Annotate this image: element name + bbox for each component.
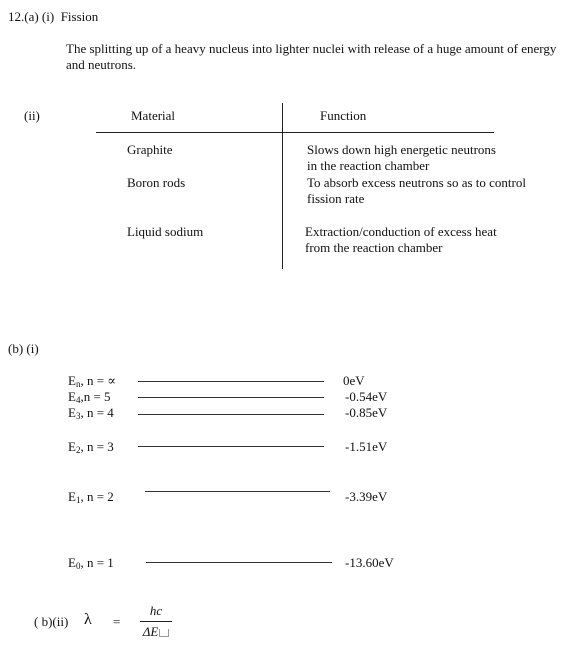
level-label: $E_4,n = 5$	[68, 389, 111, 405]
question-heading	[8, 9, 98, 25]
level-label: $E_n$, n = ∝	[68, 373, 117, 389]
energy-level-line	[138, 381, 324, 382]
level-energy: -13.60eV	[345, 555, 394, 570]
energy-level-line	[138, 446, 324, 447]
level-label: $E_3$, n = 4	[68, 405, 114, 421]
part-bii-label: ( b)(ii)	[34, 614, 69, 629]
table-header-rule	[96, 132, 494, 133]
energy-level-line	[138, 397, 324, 398]
fission-definition: The splitting up of a heavy nucleus into lighter nuclei with release of a huge amount of energy and neutrons.	[66, 41, 557, 72]
energy-level-line	[138, 414, 324, 415]
level-energy: -1.51eV	[345, 439, 388, 454]
row-material: Boron rods	[127, 175, 186, 190]
fraction-bar	[140, 621, 172, 622]
equals-sign: =	[113, 614, 121, 629]
part-ii-label: (ii)	[24, 108, 40, 123]
level-energy: -3.39eV	[345, 489, 388, 504]
level-energy: -0.85eV	[345, 405, 388, 420]
lambda-symbol: λ	[84, 611, 92, 628]
header-function: Function	[320, 108, 367, 123]
row-material: Graphite	[127, 142, 173, 157]
table-column-divider	[282, 103, 283, 269]
level-energy: -0.54eV	[345, 389, 388, 404]
row-function: To absorb excess neutrons so as to control fission rate	[307, 175, 526, 206]
formula-numerator: hc	[149, 603, 163, 618]
energy-level-line	[145, 491, 330, 492]
formula-fraction	[140, 602, 172, 641]
placeholder-box-icon	[159, 629, 169, 637]
level-label: $E_2$, n = 3	[68, 439, 114, 455]
term-fission: Fission	[60, 9, 99, 24]
level-label: $E_0$, n = 1	[68, 555, 114, 571]
row-material: Liquid sodium	[127, 224, 204, 239]
energy-level-line	[146, 562, 332, 563]
row-function: Extraction/conduction of excess heat from the reaction chamber	[305, 224, 497, 255]
level-energy: 0eV	[343, 373, 365, 388]
header-material: Material	[131, 108, 176, 123]
part-b-label: (b) (i)	[8, 341, 39, 356]
row-function: Slows down high energetic neutrons in the reaction chamber	[307, 142, 496, 173]
formula-denominator: ΔE	[140, 623, 172, 641]
question-number: 12.(a) (i)	[8, 9, 55, 24]
level-label: $E_1$, n = 2	[68, 489, 114, 505]
